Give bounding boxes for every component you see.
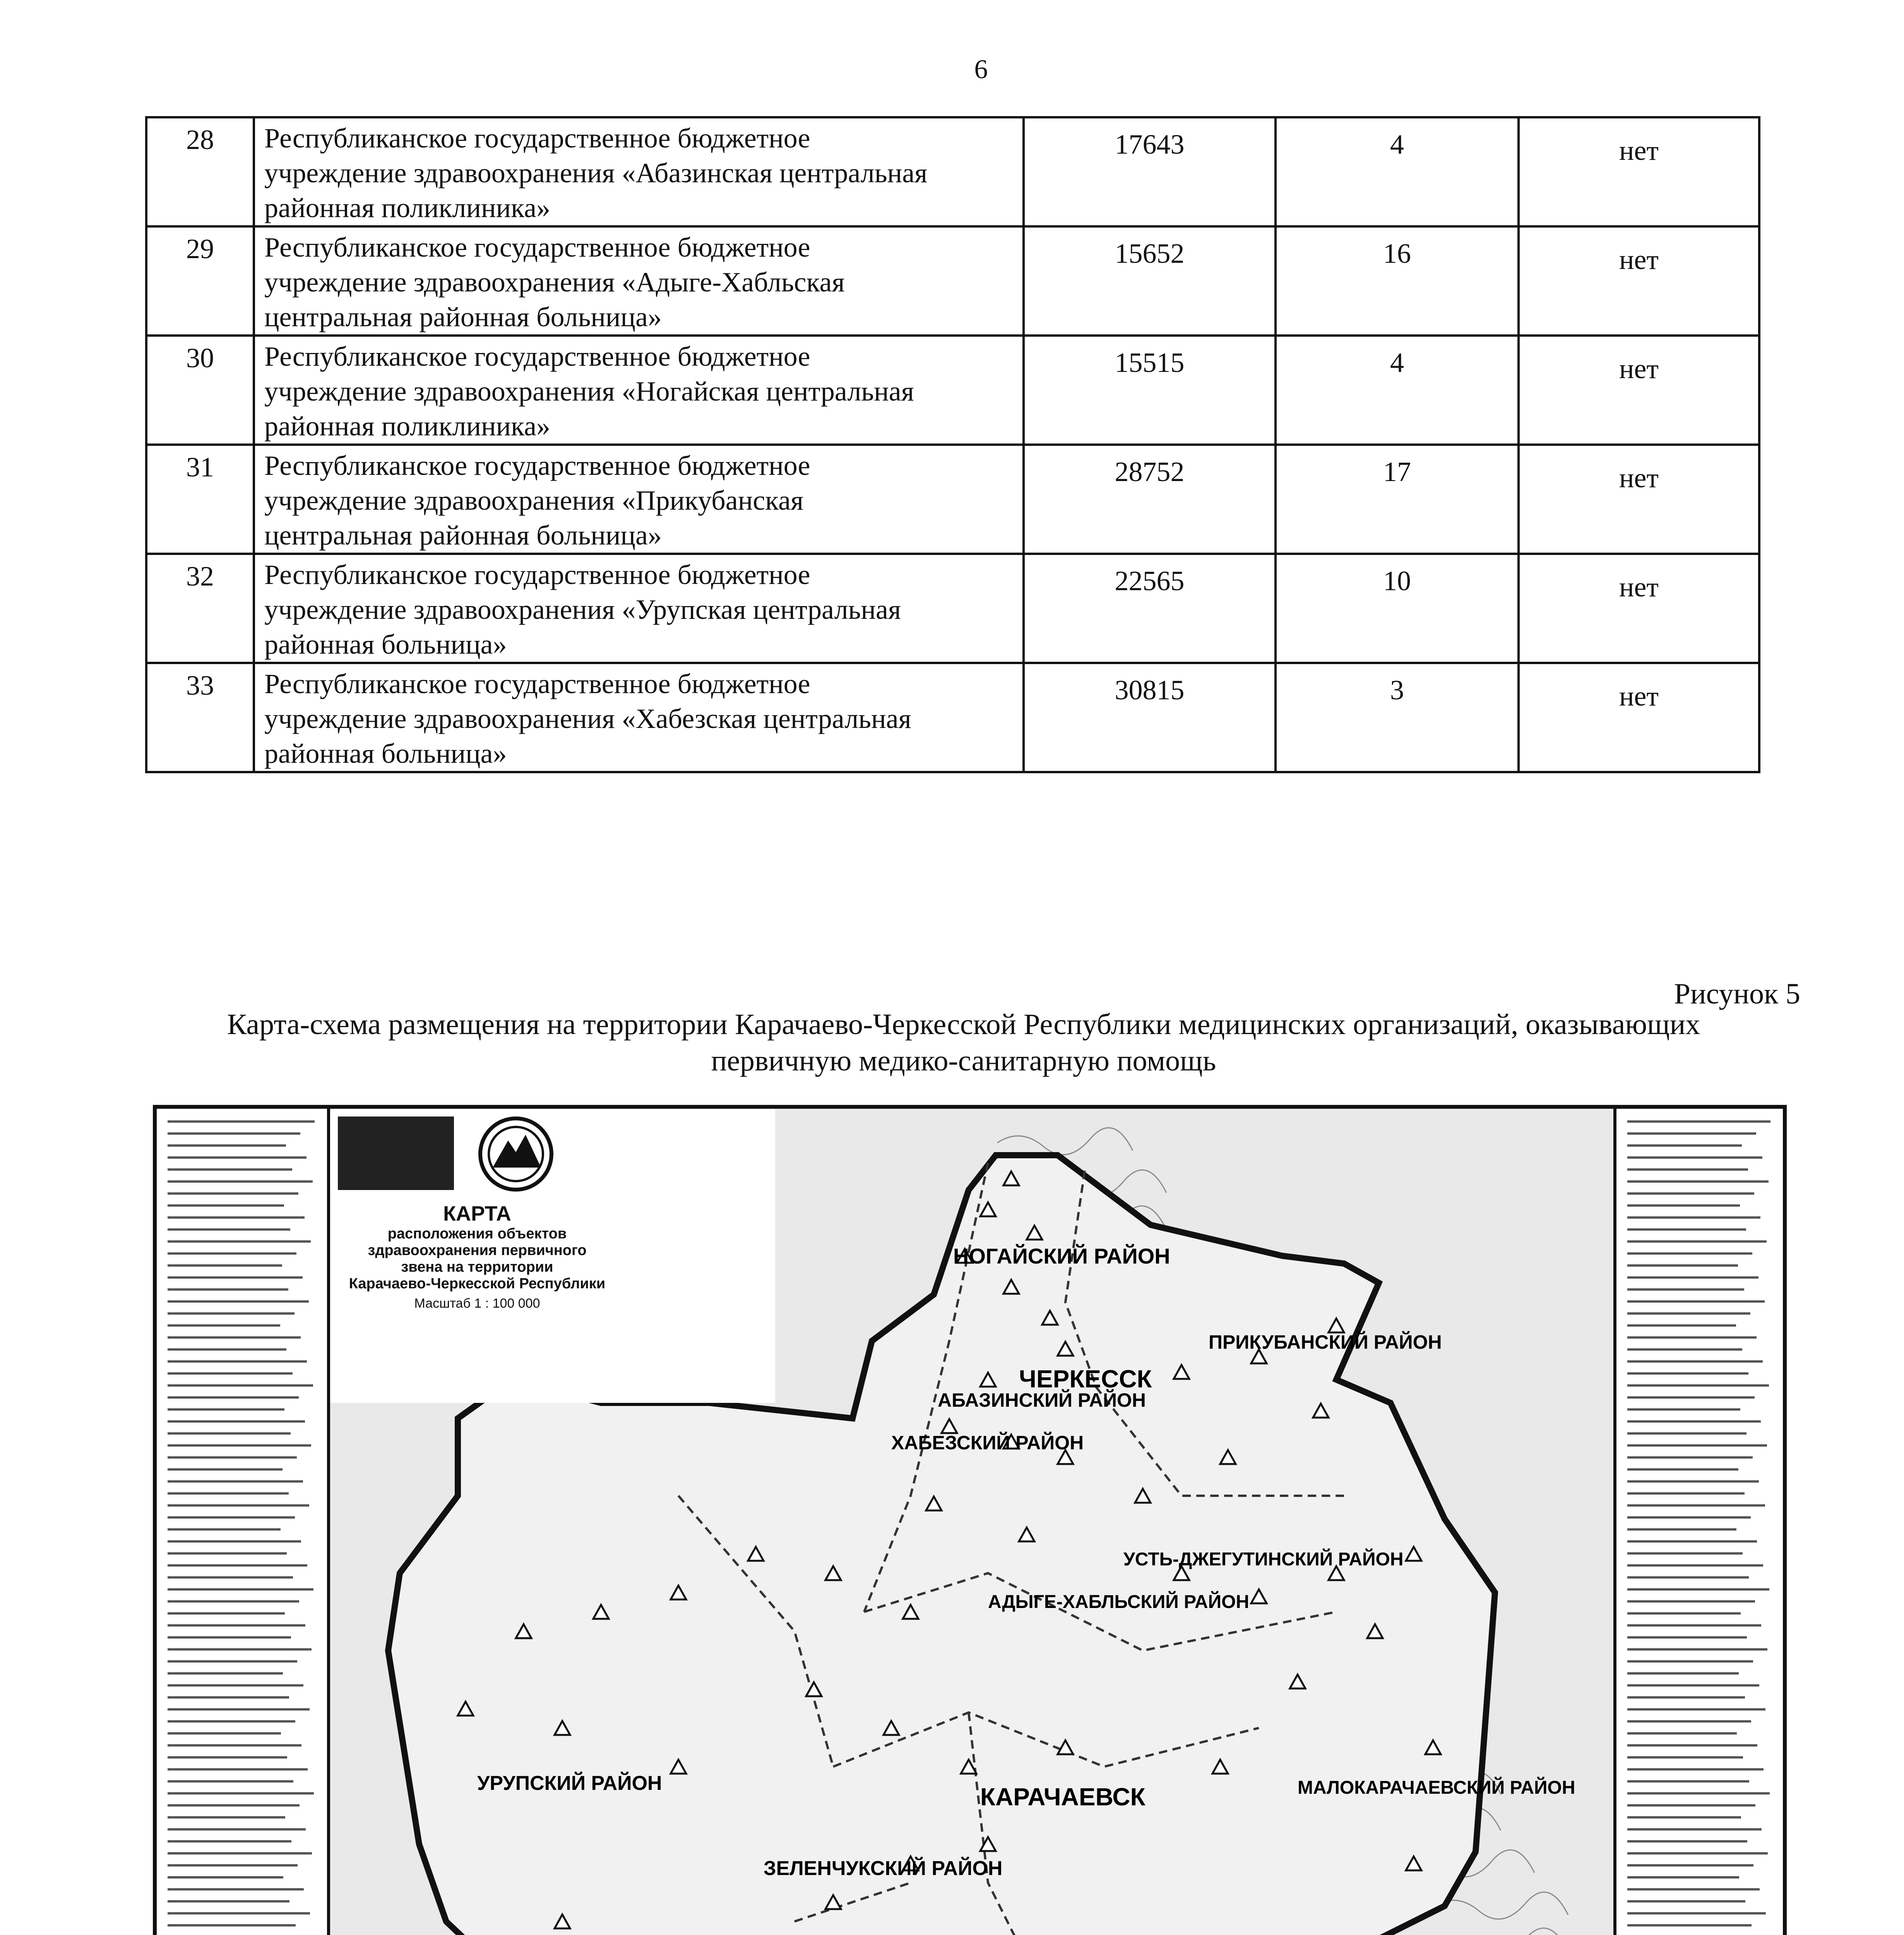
- legend-entry: [168, 1360, 307, 1363]
- district-label: АБАЗИНСКИЙ РАЙОН: [938, 1389, 1146, 1411]
- map-subtitle: звена на территории: [401, 1259, 553, 1275]
- district-label: АДЫГЕ-ХАБЛЬСКИЙ РАЙОН: [988, 1592, 1250, 1612]
- organization-name-line: Республиканское государственное бюджетное: [264, 123, 810, 154]
- legend-entry: [168, 1876, 283, 1878]
- legend-entry: [168, 1660, 297, 1663]
- legend-entry: [168, 1804, 300, 1807]
- legend-entry: [1627, 1444, 1767, 1447]
- legend-entry: [1627, 1144, 1742, 1147]
- organization-name-line: Республиканское государственное бюджетное: [264, 450, 810, 481]
- value-cell: нет: [1519, 117, 1759, 226]
- legend-entry: [168, 1720, 295, 1723]
- legend-entry: [1627, 1240, 1767, 1243]
- legend-entry: [1627, 1864, 1753, 1867]
- legend-entry: [1627, 1456, 1753, 1459]
- organization-name-line: районная поликлиника»: [264, 192, 551, 223]
- organization-name-line: центральная районная больница»: [264, 301, 662, 332]
- organization-name-line: районная больница»: [264, 738, 507, 769]
- legend-entry: [168, 1756, 287, 1759]
- map-scale: Масштаб 1 : 100 000: [414, 1296, 540, 1311]
- legend-entry: [1627, 1216, 1760, 1219]
- legend-entry: [168, 1816, 285, 1819]
- legend-entry: [1627, 1756, 1743, 1759]
- legend-entry: [1627, 1252, 1752, 1255]
- legend-entry: [168, 1684, 303, 1687]
- legend-entry: [1627, 1228, 1746, 1231]
- value-cell: нет: [1519, 336, 1759, 445]
- table-row: [146, 117, 1759, 226]
- legend-entry: [1627, 1504, 1765, 1507]
- district-label: ПРИКУБАНСКИЙ РАЙОН: [1209, 1331, 1442, 1353]
- legend-entry: [168, 1288, 288, 1291]
- legend-entry: [168, 1276, 303, 1279]
- caption-line-2: первичную медико-санитарную помощь: [711, 1045, 1216, 1077]
- map-area: [330, 1109, 1617, 1935]
- legend-entry: [168, 1408, 284, 1411]
- legend-entry: [168, 1864, 298, 1867]
- organization-name-line: центральная районная больница»: [264, 520, 662, 551]
- district-label: НОГАЙСКИЙ РАЙОН: [953, 1244, 1170, 1268]
- row-number: 29: [146, 226, 254, 336]
- organization-name: [254, 336, 1024, 445]
- organization-name: [254, 445, 1024, 554]
- legend-entry: [1627, 1708, 1765, 1711]
- table-row: [146, 445, 1759, 554]
- legend-entry: [1627, 1312, 1750, 1315]
- table-row: [146, 663, 1759, 772]
- legend-entry: [1627, 1408, 1740, 1411]
- legend-entry: [168, 1516, 295, 1519]
- map-left-legend: [157, 1109, 330, 1935]
- page-number: 6: [974, 55, 988, 84]
- legend-entry: [1627, 1588, 1769, 1591]
- legend-entry: [168, 1480, 303, 1483]
- organization-name-line: учреждение здравоохранения «Ногайская центральная: [264, 376, 914, 407]
- legend-entry: [168, 1180, 313, 1183]
- legend-entry: [1627, 1576, 1749, 1579]
- organization-name-line: районная поликлиника»: [264, 411, 551, 442]
- legend-entry: [168, 1552, 287, 1555]
- legend-entry: [1627, 1768, 1764, 1771]
- legend-entry: [168, 1168, 292, 1171]
- legend-entry: [168, 1708, 310, 1711]
- legend-entry: [1627, 1348, 1742, 1351]
- map-title: КАРТА: [443, 1202, 511, 1225]
- table-row: [146, 554, 1759, 663]
- legend-entry: [1627, 1684, 1759, 1687]
- legend-entry: [168, 1312, 295, 1315]
- legend-entry: [168, 1240, 311, 1243]
- legend-entry: [168, 1540, 301, 1543]
- legend-entry: [168, 1528, 281, 1531]
- legend-entry: [1627, 1840, 1747, 1843]
- legend-entry: [168, 1144, 286, 1147]
- legend-entry: [168, 1696, 289, 1699]
- legend-entry: [168, 1900, 289, 1902]
- figure-caption: [116, 1006, 1811, 1079]
- organization-name-line: Республиканское государственное бюджетное: [264, 341, 810, 372]
- legend-entry: [1627, 1660, 1753, 1663]
- value-cell: 16: [1276, 226, 1519, 336]
- legend-entry: [1627, 1876, 1739, 1878]
- legend-entry: [168, 1504, 309, 1507]
- legend-entry: [1627, 1420, 1761, 1423]
- map-title-block: [330, 1109, 775, 1403]
- value-cell: 4: [1276, 117, 1519, 226]
- legend-entry: [1627, 1912, 1766, 1914]
- legend-entry: [1627, 1324, 1736, 1327]
- legend-entry: [1627, 1264, 1738, 1267]
- row-number: 30: [146, 336, 254, 445]
- legend-entry: [168, 1564, 307, 1567]
- legend-entry: [168, 1264, 282, 1267]
- legend-entry: [1627, 1924, 1752, 1926]
- map-figure: [153, 1105, 1787, 1935]
- legend-entry: [168, 1492, 289, 1495]
- map-subtitle: Карачаево-Черкесской Республики: [349, 1276, 606, 1292]
- organization-name: [254, 117, 1024, 226]
- legend-entry: [1627, 1540, 1757, 1543]
- legend-entry: [1627, 1492, 1745, 1495]
- flag-icon: [338, 1116, 454, 1190]
- legend-entry: [168, 1744, 301, 1747]
- row-number: 28: [146, 117, 254, 226]
- legend-entry: [1627, 1636, 1747, 1639]
- district-label: УРУПСКИЙ РАЙОН: [477, 1772, 662, 1795]
- legend-entry: [168, 1576, 293, 1579]
- value-cell: 10: [1276, 554, 1519, 663]
- legend-entry: [1627, 1564, 1763, 1567]
- figure-label: Рисунок 5: [1674, 978, 1800, 1010]
- legend-entry: [168, 1852, 312, 1855]
- legend-entry: [1627, 1372, 1748, 1375]
- organization-name-line: учреждение здравоохранения «Абазинская центральная: [264, 158, 928, 188]
- legend-entry: [1627, 1624, 1761, 1627]
- legend-entry: [1627, 1204, 1740, 1207]
- legend-entry: [168, 1828, 306, 1831]
- legend-entry: [1627, 1852, 1768, 1855]
- legend-entry: [168, 1792, 314, 1795]
- legend-entry: [1627, 1648, 1767, 1651]
- value-cell: 15515: [1024, 336, 1276, 445]
- legend-entry: [168, 1300, 309, 1303]
- legend-entry: [1627, 1468, 1738, 1471]
- value-cell: 3: [1276, 663, 1519, 772]
- value-cell: 28752: [1024, 445, 1276, 554]
- legend-entry: [168, 1156, 306, 1159]
- legend-entry: [168, 1672, 283, 1675]
- table-row: [146, 226, 1759, 336]
- organization-name-line: Республиканское государственное бюджетное: [264, 232, 810, 263]
- legend-entry: [168, 1912, 310, 1914]
- legend-entry: [1627, 1672, 1739, 1675]
- district-label: ХАБЕЗСКИЙ РАЙОН: [891, 1432, 1084, 1454]
- row-number: 32: [146, 554, 254, 663]
- legend-entry: [1627, 1732, 1737, 1735]
- legend-entry: [168, 1588, 313, 1591]
- legend-entry: [1627, 1120, 1770, 1123]
- city-label: ЧЕРКЕССК: [1019, 1365, 1152, 1393]
- legend-entry: [168, 1216, 305, 1219]
- legend-entry: [1627, 1360, 1763, 1363]
- value-cell: нет: [1519, 445, 1759, 554]
- value-cell: нет: [1519, 663, 1759, 772]
- legend-entry: [168, 1192, 298, 1195]
- legend-entry: [168, 1372, 293, 1375]
- organizations-table: [145, 116, 1760, 773]
- legend-entry: [168, 1336, 301, 1339]
- legend-entry: [1627, 1900, 1745, 1902]
- legend-entry: [168, 1924, 296, 1926]
- legend-entry: [168, 1732, 281, 1735]
- value-cell: нет: [1519, 226, 1759, 336]
- row-number: 31: [146, 445, 254, 554]
- value-cell: нет: [1519, 554, 1759, 663]
- legend-entry: [1627, 1288, 1744, 1291]
- legend-entry: [1627, 1804, 1755, 1807]
- legend-entry: [168, 1444, 311, 1447]
- coat-of-arms-icon: [477, 1113, 555, 1195]
- legend-entry: [1627, 1792, 1770, 1795]
- value-cell: 17: [1276, 445, 1519, 554]
- map-subtitle: здравоохранения первичного: [368, 1242, 587, 1259]
- legend-entry: [1627, 1552, 1743, 1555]
- legend-entry: [1627, 1276, 1758, 1279]
- district-label: УСТЬ-ДЖЕГУТИНСКИЙ РАЙОН: [1123, 1549, 1404, 1570]
- legend-entry: [168, 1324, 280, 1327]
- organization-name-line: Республиканское государственное бюджетное: [264, 559, 810, 590]
- legend-entry: [1627, 1480, 1759, 1483]
- legend-entry: [168, 1468, 283, 1471]
- legend-entry: [1627, 1780, 1749, 1783]
- legend-entry: [1627, 1132, 1756, 1135]
- legend-entry: [1627, 1612, 1741, 1615]
- legend-entry: [168, 1612, 285, 1615]
- legend-entry: [168, 1624, 305, 1627]
- district-label: ЗЕЛЕНЧУКСКИЙ РАЙОН: [764, 1857, 1003, 1880]
- legend-entry: [168, 1420, 305, 1423]
- legend-entry: [168, 1204, 284, 1207]
- legend-entry: [168, 1132, 300, 1135]
- legend-entry: [1627, 1720, 1751, 1723]
- legend-entry: [1627, 1744, 1757, 1747]
- legend-entry: [168, 1456, 297, 1459]
- value-cell: 22565: [1024, 554, 1276, 663]
- organization-name: [254, 226, 1024, 336]
- map-subtitle: расположения объектов: [387, 1226, 567, 1242]
- legend-entry: [168, 1348, 286, 1351]
- legend-entry: [168, 1120, 315, 1123]
- legend-entry: [168, 1432, 291, 1435]
- legend-entry: [1627, 1396, 1755, 1399]
- legend-entry: [1627, 1828, 1762, 1831]
- legend-entry: [1627, 1192, 1754, 1195]
- organization-name-line: учреждение здравоохранения «Адыге-Хабльская: [264, 267, 845, 298]
- legend-entry: [1627, 1516, 1751, 1519]
- legend-entry: [1627, 1696, 1745, 1699]
- legend-entry: [1627, 1168, 1748, 1171]
- value-cell: 30815: [1024, 663, 1276, 772]
- row-number: 33: [146, 663, 254, 772]
- legend-entry: [1627, 1300, 1765, 1303]
- value-cell: 4: [1276, 336, 1519, 445]
- legend-entry: [1627, 1336, 1757, 1339]
- legend-entry: [168, 1888, 304, 1890]
- organization-name-line: районная больница»: [264, 629, 507, 660]
- organization-name-line: учреждение здравоохранения «Урупская центральная: [264, 594, 901, 625]
- organization-name-line: учреждение здравоохранения «Хабезская центральная: [264, 703, 911, 734]
- organization-name-line: Республиканское государственное бюджетное: [264, 668, 810, 699]
- legend-entry: [168, 1396, 299, 1399]
- legend-entry: [168, 1600, 299, 1603]
- legend-entry: [1627, 1432, 1746, 1435]
- map-right-legend: [1613, 1109, 1783, 1935]
- legend-entry: [168, 1780, 293, 1783]
- caption-line-1: Карта-схема размещения на территории Карачаево-Черкесской Республики медицинских организаций, оказывающих: [227, 1008, 1700, 1041]
- legend-entry: [168, 1384, 313, 1387]
- legend-entry: [1627, 1888, 1760, 1890]
- district-label: МАЛОКАРАЧАЕВСКИЙ РАЙОН: [1298, 1777, 1575, 1798]
- legend-entry: [168, 1636, 291, 1639]
- legend-entry: [168, 1252, 296, 1255]
- legend-entry: [1627, 1156, 1762, 1159]
- organization-name: [254, 554, 1024, 663]
- legend-entry: [1627, 1180, 1769, 1183]
- city-label: КАРАЧАЕВСК: [980, 1783, 1145, 1811]
- legend-entry: [168, 1768, 308, 1771]
- value-cell: 15652: [1024, 226, 1276, 336]
- legend-entry: [168, 1840, 291, 1843]
- organization-name: [254, 663, 1024, 772]
- legend-entry: [168, 1648, 312, 1651]
- value-cell: 17643: [1024, 117, 1276, 226]
- organization-name-line: учреждение здравоохранения «Прикубанская: [264, 485, 804, 516]
- legend-entry: [1627, 1600, 1755, 1603]
- legend-entry: [1627, 1528, 1736, 1531]
- legend-entry: [1627, 1384, 1769, 1387]
- legend-entry: [1627, 1816, 1741, 1819]
- legend-entry: [168, 1228, 290, 1231]
- table-row: [146, 336, 1759, 445]
